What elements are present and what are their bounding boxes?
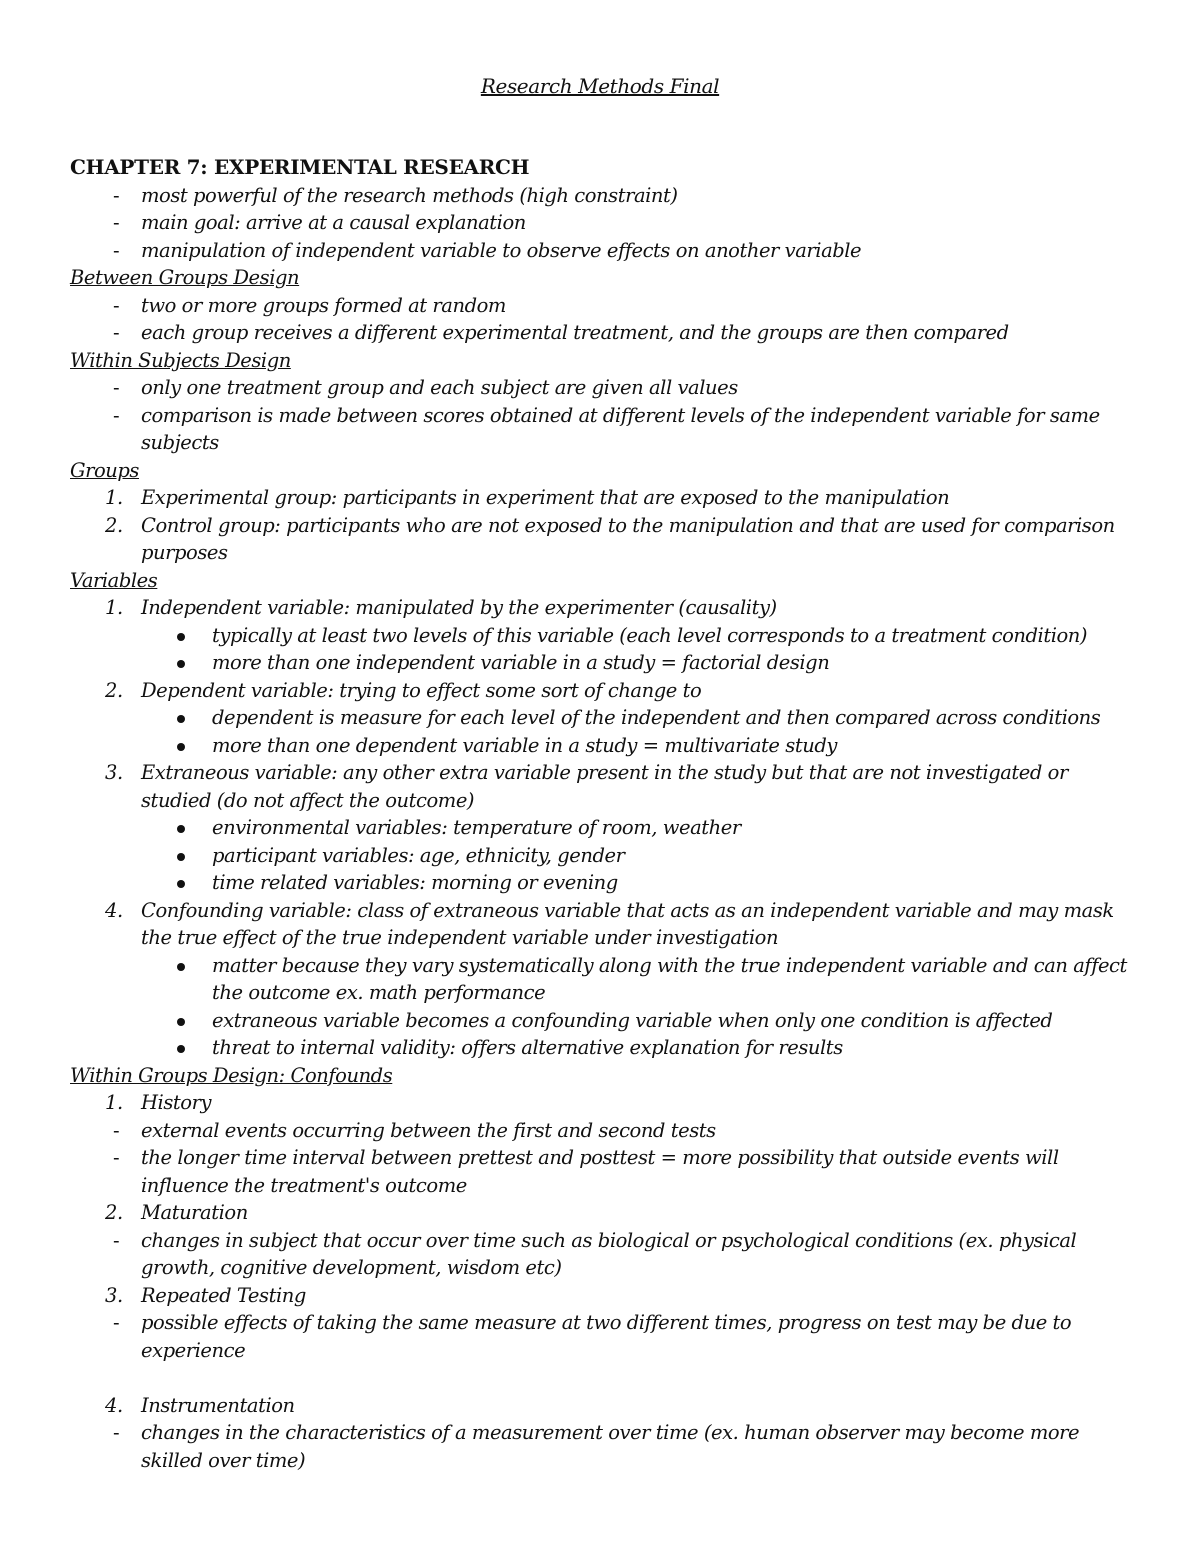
dash-marker: - <box>113 1146 120 1169</box>
document-body <box>70 154 1130 1474</box>
intro-list <box>70 182 1130 265</box>
list-item: - possible effects of taking the same measure at two different times, progress on test may be due to experience <box>113 1311 1072 1362</box>
section-heading-confounds: Within Groups Design: Confounds <box>70 1063 393 1087</box>
document-title: Research Methods Final <box>480 74 720 98</box>
numbered-item: 3. Extraneous variable: any other extra variable present in the study but that are not investigated or studied (do not affect the outcome) <box>105 761 1068 812</box>
item-number: 3. <box>105 761 123 784</box>
bullet-item: dependent is measure for each level of the independent and then compared across conditions <box>70 704 1130 732</box>
item-number: 1. <box>105 486 123 509</box>
list-item: - the longer time interval between prettest and posttest = more possibility that outside events will influence the treatment's outcome <box>113 1146 1059 1197</box>
bullet-dot-icon <box>177 633 185 641</box>
bullet-dot-icon <box>177 963 185 971</box>
numbered-item: 3. Repeated Testing <box>70 1282 1130 1310</box>
list-item: - external events occurring between the first and second tests <box>70 1117 1130 1145</box>
list-item: - changes in the characteristics of a measurement over time (ex. human observer may become more skilled over time) <box>113 1421 1080 1472</box>
bullet-dot-icon <box>177 743 185 751</box>
list-item: - comparison is made between scores obtained at different levels of the independent variable for same subjects <box>113 403 1100 454</box>
dash-marker: - <box>113 1421 120 1444</box>
numbered-item: 2. Maturation <box>70 1199 1130 1227</box>
dash-marker: - <box>113 321 120 344</box>
bullet-item: typically at least two levels of this variable (each level corresponds to a treatment condition) <box>70 622 1130 650</box>
section-heading-within-subjects: Within Subjects Design <box>70 348 291 372</box>
bullet-dot-icon <box>177 1045 185 1053</box>
dash-marker: - <box>113 1311 120 1334</box>
numbered-item: 1. Experimental group: participants in experiment that are exposed to the manipulation <box>70 484 1130 512</box>
dash-marker: - <box>113 183 120 207</box>
list-item: - most powerful of the research methods (high constraint) <box>70 182 1130 210</box>
dash-marker: - <box>113 211 120 234</box>
numbered-item: 2. Control group: participants who are not exposed to the manipulation and that are used for comparison purposes <box>105 513 1115 564</box>
numbered-item: 1. Independent variable: manipulated by the experimenter (causality) <box>70 594 1130 622</box>
bullet-dot-icon <box>177 660 185 668</box>
numbered-item: 1. History <box>70 1089 1130 1117</box>
item-number: 4. <box>105 1393 123 1417</box>
list-item: - changes in subject that occur over time such as biological or psychological conditions (ex. physical growth, cognitive development, wisdom etc) <box>113 1228 1077 1279</box>
section-heading-between-groups: Between Groups Design <box>70 266 300 289</box>
dash-marker: - <box>113 376 120 399</box>
section-heading-groups: Groups <box>70 458 139 482</box>
bullet-dot-icon <box>177 880 185 888</box>
numbered-item: 4. Instrumentation <box>70 1392 1130 1420</box>
blank-line <box>70 1364 1130 1392</box>
list-item: - two or more groups formed at random <box>70 292 1130 320</box>
dash-marker: - <box>113 293 120 317</box>
bullet-item: matter because they vary systematically along with the true independent variable and can affect the outcome ex. math performance <box>70 952 1130 1007</box>
dash-marker: - <box>113 403 120 427</box>
bullet-item: more than one independent variable in a study = factorial design <box>70 649 1130 677</box>
bullet-item: more than one dependent variable in a study = multivariate study <box>70 732 1130 760</box>
bullet-dot-icon <box>177 825 185 833</box>
dash-marker: - <box>113 1228 120 1252</box>
list-item: - each group receives a different experimental treatment, and the groups are then compared <box>70 319 1130 347</box>
item-number: 2. <box>105 1201 123 1224</box>
bullet-item: participant variables: age, ethnicity, gender <box>70 842 1130 870</box>
item-number: 4. <box>105 898 123 922</box>
item-number: 2. <box>105 678 123 702</box>
bullet-dot-icon <box>177 715 185 723</box>
list-item: - manipulation of independent variable to observe effects on another variable <box>70 237 1130 265</box>
numbered-item: 2. Dependent variable: trying to effect some sort of change to <box>70 677 1130 705</box>
item-number: 1. <box>105 1091 123 1114</box>
dash-marker: - <box>113 238 120 262</box>
bullet-dot-icon <box>177 853 185 861</box>
bullet-item: time related variables: morning or evening <box>70 869 1130 897</box>
numbered-item: 4. Confounding variable: class of extraneous variable that acts as an independent variable and may mask the true effect of the true independent variable under investigation <box>105 898 1114 949</box>
item-number: 2. <box>105 513 123 537</box>
chapter-heading: CHAPTER 7: EXPERIMENTAL RESEARCH <box>70 155 530 179</box>
list-item: - only one treatment group and each subject are given all values <box>70 374 1130 402</box>
item-number: 3. <box>105 1283 123 1307</box>
bullet-item: extraneous variable becomes a confounding variable when only one condition is affected <box>70 1007 1130 1035</box>
item-number: 1. <box>105 596 123 619</box>
bullet-item: threat to internal validity: offers alternative explanation for results <box>70 1034 1130 1062</box>
bullet-item: environmental variables: temperature of room, weather <box>70 814 1130 842</box>
section-heading-variables: Variables <box>70 568 158 592</box>
list-item: - main goal: arrive at a causal explanation <box>70 209 1130 237</box>
bullet-dot-icon <box>177 1018 185 1026</box>
dash-marker: - <box>113 1118 120 1142</box>
